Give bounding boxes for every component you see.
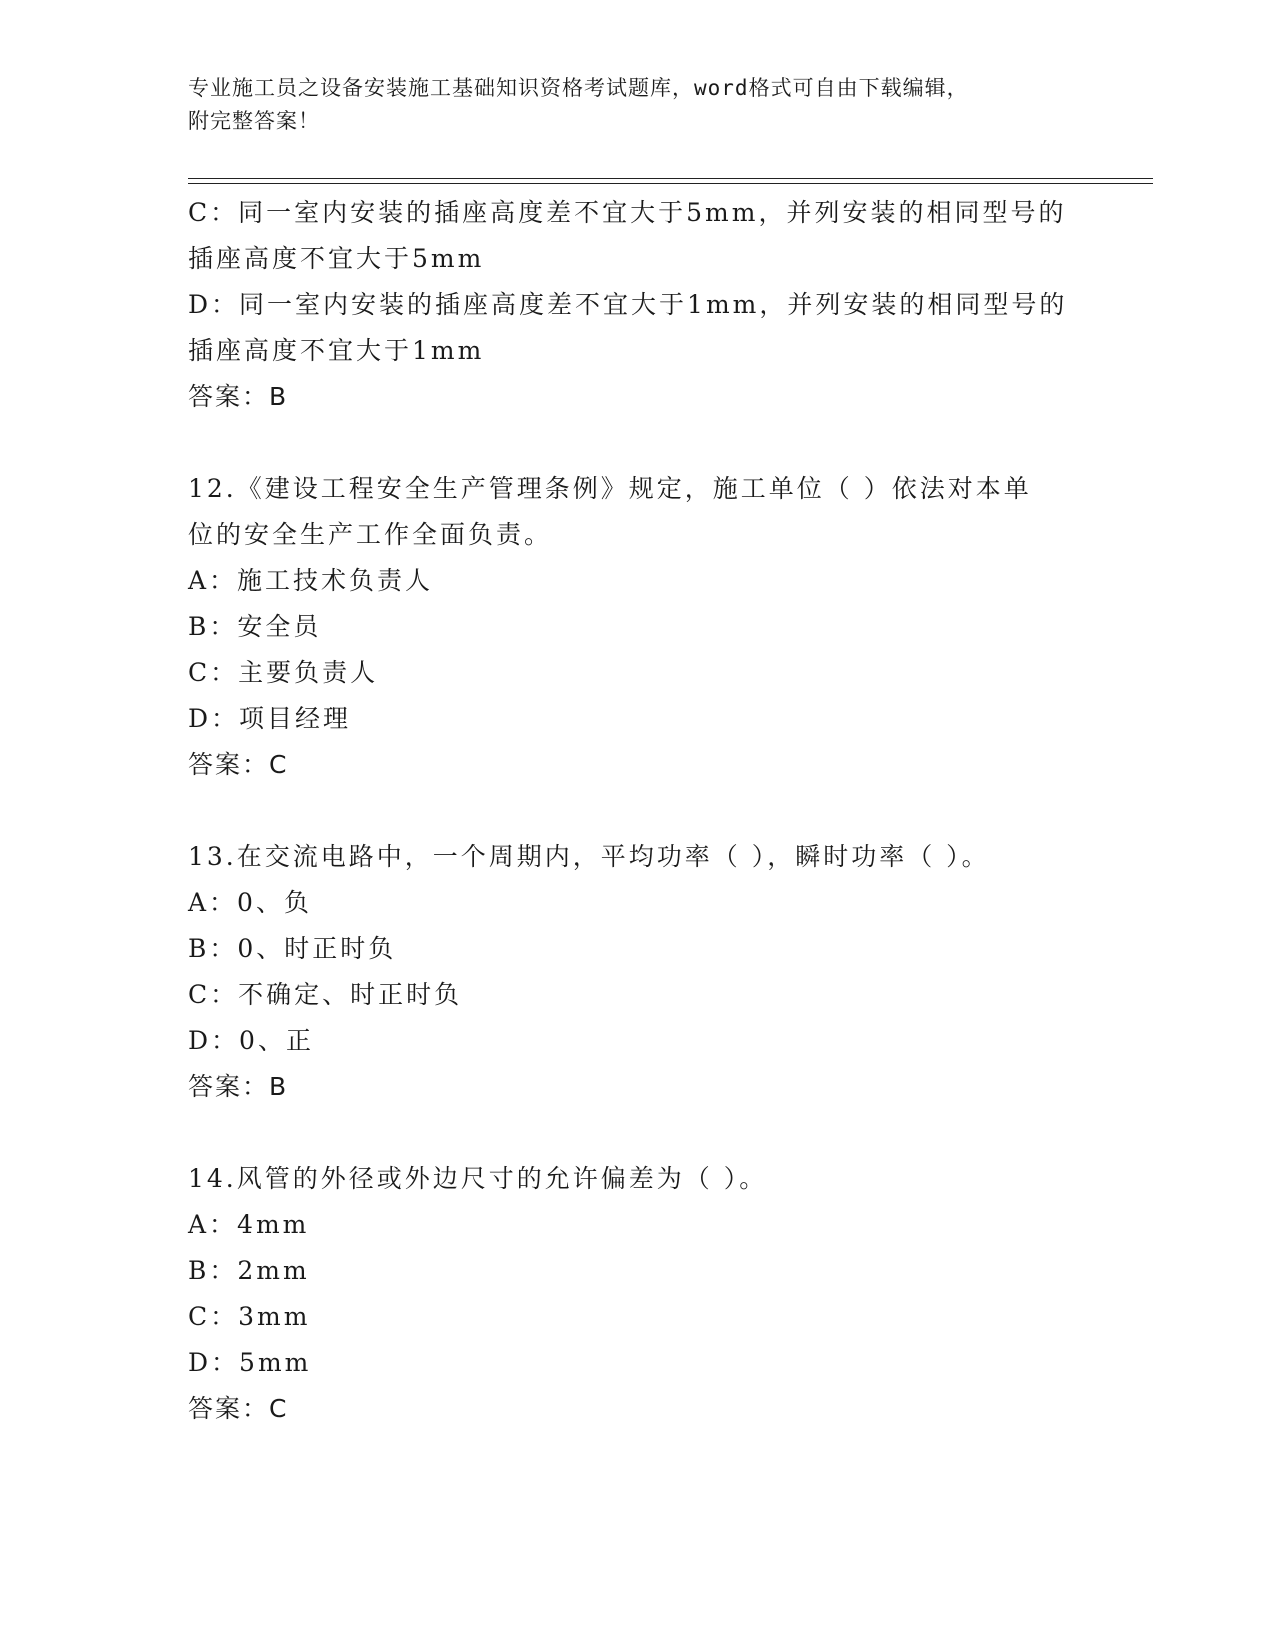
option-a: A：4mm bbox=[188, 1210, 310, 1239]
question-stem-line-1: 12.《建设工程安全生产管理条例》规定，施工单位（ ）依法对本单 bbox=[188, 474, 1032, 503]
option-b: B：0、时正时负 bbox=[188, 934, 397, 963]
option-c-line-1: C：同一室内安装的插座高度差不宜大于5mm，并列安装的相同型号的 bbox=[188, 198, 1067, 227]
question-11-continued bbox=[188, 190, 1088, 420]
header-line-1: 专业施工员之设备安装施工基础知识资格考试题库，word格式可自由下载编辑， bbox=[188, 76, 969, 100]
option-b: B：2mm bbox=[188, 1256, 310, 1285]
question-12 bbox=[188, 466, 1088, 788]
option-d-line-1: D：同一室内安装的插座高度差不宜大于1mm，并列安装的相同型号的 bbox=[188, 290, 1068, 319]
header-line-2: 附完整答案！ bbox=[188, 109, 320, 133]
question-stem: 14.风管的外径或外边尺寸的允许偏差为（ ）。 bbox=[188, 1164, 768, 1193]
option-c: C：主要负责人 bbox=[188, 658, 379, 687]
spacer bbox=[188, 1110, 1088, 1156]
header-divider-bottom bbox=[188, 183, 1153, 184]
document-header bbox=[188, 72, 1068, 138]
option-b: B：安全员 bbox=[188, 612, 322, 641]
question-stem: 13.在交流电路中，一个周期内，平均功率（ ），瞬时功率（ ）。 bbox=[188, 842, 990, 871]
spacer bbox=[188, 420, 1088, 466]
option-c: C：不确定、时正时负 bbox=[188, 980, 463, 1009]
answer: 答案：B bbox=[188, 382, 289, 411]
answer: 答案：C bbox=[188, 1394, 289, 1423]
option-d: D：0、正 bbox=[188, 1026, 314, 1055]
answer: 答案：B bbox=[188, 1072, 289, 1101]
option-d: D：项目经理 bbox=[188, 704, 352, 733]
spacer bbox=[188, 788, 1088, 834]
question-list bbox=[188, 190, 1088, 1432]
option-c: C：3mm bbox=[188, 1302, 311, 1331]
header-divider-top bbox=[188, 178, 1153, 179]
option-d: D：5mm bbox=[188, 1348, 312, 1377]
question-14 bbox=[188, 1156, 1088, 1432]
option-a: A：0、负 bbox=[188, 888, 312, 917]
option-a: A：施工技术负责人 bbox=[188, 566, 434, 595]
option-c-line-2: 插座高度不宜大于5mm bbox=[188, 244, 485, 273]
option-d-line-2: 插座高度不宜大于1mm bbox=[188, 336, 485, 365]
answer: 答案：C bbox=[188, 750, 289, 779]
question-stem-line-2: 位的安全生产工作全面负责。 bbox=[188, 520, 553, 549]
question-13 bbox=[188, 834, 1088, 1110]
